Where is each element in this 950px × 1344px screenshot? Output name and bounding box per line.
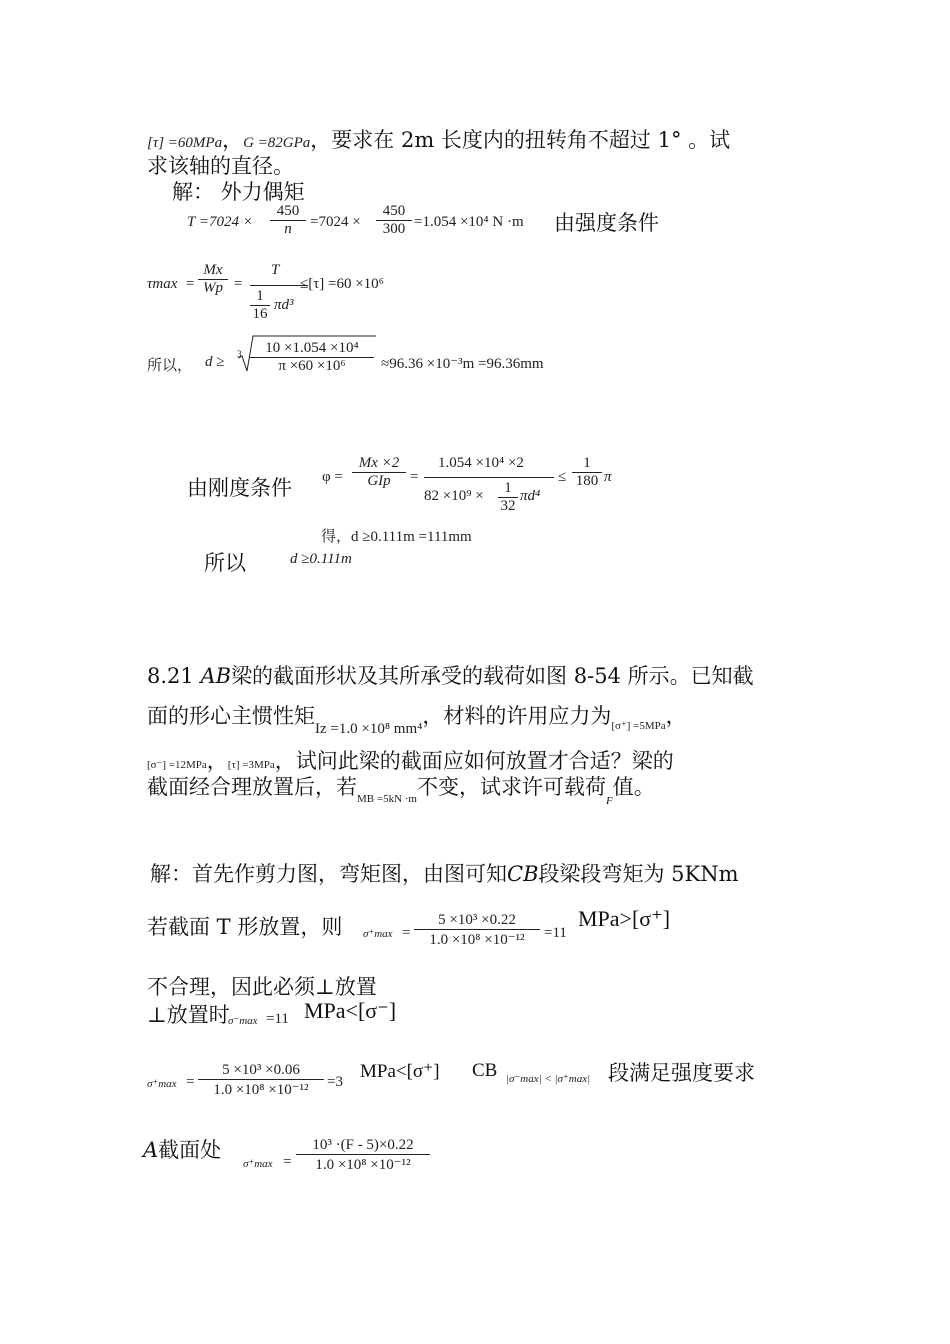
torque-lhs: T =7024 × <box>187 214 253 230</box>
stiffness-result: 得，d ≥0.111m =111mm <box>321 529 472 545</box>
problem-text: ，要求在 2m 长度内的扭转角不超过 1° 。试 <box>310 128 731 152</box>
allowable-tension: [σ⁺] =5MPa <box>611 720 666 732</box>
fraction-450-n: $\frac{450}{n}$ <box>270 203 306 238</box>
mpa-less: MPa<[σ⁻] <box>304 998 397 1023</box>
inertia-moment: Iz =1.0 ×10⁸ mm⁴ <box>315 721 423 737</box>
problem-8-21-line-4: 截面经合理放置后，若$_{MB =5kN \cdot m}$不变，试求许可载荷$_F$值。 <box>147 775 655 807</box>
mpa-greater: MPa>[σ⁺] <box>578 906 671 931</box>
strength-satisfied: 段满足强度要求 <box>608 1061 755 1085</box>
solution-line-1: 解：首先作剪力图，弯矩图，由图可知CB段梁段弯矩为 5KNm <box>150 862 739 886</box>
allowable-compression: [σ⁻] =12MPa <box>147 759 207 771</box>
problem-line-2: 求该轴的直径。 <box>147 154 294 178</box>
strength-condition: 由强度条件 <box>554 211 659 235</box>
torque-rhs: =1.054 ×10⁴ N ·m <box>414 214 524 230</box>
unreasonable-text: 不合理，因此必须⊥放置 <box>147 975 377 999</box>
tau-allow: [τ] =60MPa <box>147 135 223 151</box>
fraction-Mx-Wp: $\frac{Mx}{Wp}$ <box>198 262 228 297</box>
final-diameter: d ≥0.111m <box>290 551 352 567</box>
torque-mid: =7024 × <box>310 214 361 230</box>
tau-inequality: ≤[τ] =60 ×10⁶ <box>300 276 384 292</box>
t-shape-text: 若截面 T 形放置，则 <box>147 915 343 939</box>
fraction-450-300: $\frac{450}{300}$ <box>376 203 412 238</box>
tau-max: τmax <box>147 276 178 292</box>
fraction-Mx2-GIp: Mx ×2 GIp <box>352 455 406 490</box>
fraction-1-16: $\frac{1}{16}$ <box>250 288 270 323</box>
allowable-shear: [τ] =3MPa <box>227 759 275 771</box>
shear-modulus: G =82GPa <box>243 135 311 151</box>
mpa-less-plus: MPa<[σ⁺] <box>360 1061 440 1082</box>
fraction-perp: $\frac{\text{5 ×10³ ×0.06}}{\text{1.0 ×10⁸ ×10⁻¹²}}$ <box>198 1062 324 1099</box>
fraction-section-A: $\frac{\text{10³ ·(F - 5)×0.22}}{\text{1.0 ×10⁸ ×10⁻¹²}}$ <box>296 1137 430 1174</box>
moment-MB: MB =5kN ·m <box>357 793 417 805</box>
section-A-label: A截面处 <box>143 1138 222 1162</box>
stiffness-condition: 由刚度条件 <box>187 476 292 500</box>
abs-comparison: |σ⁻max| < |σ⁺max| <box>506 1073 591 1085</box>
diameter-approx: ≈96.36 ×10⁻³m =96.36mm <box>381 356 544 372</box>
fraction-T-shape: $\frac{\text{5 ×10³ ×0.22}}{\text{1.0 ×10⁸ ×10⁻¹²}}$ <box>414 912 540 949</box>
radicand-fraction: $\frac{\text{10 ×1.054 ×10⁴}}{\text{π ×60 ×10⁶}}$ <box>250 340 374 375</box>
problem-8-21-line-2: 面的形心主惯性矩Iz =1.0 ×10⁸ mm⁴，材料的许用应力为$_{[\sigma^+] =5MPa}$， <box>147 704 687 737</box>
problem-8-21-line-1: 8.21 AB梁的截面形状及其所承受的载荷如图 8-54 所示。已知截 <box>147 664 754 688</box>
solution-heading: 解： 外力偶矩 <box>172 180 305 204</box>
problem-8-21-line-3: [σ⁻] =12MPa，[τ] =3MPa，试问此梁的截面应如何放置才合适？梁的 <box>147 749 674 773</box>
problem-line-1: [τ] =60MPa，G =82GPa，要求在 2m 长度内的扭转角不超过 1° 。试 <box>147 128 731 152</box>
problem-number: 8.21 <box>147 664 194 688</box>
